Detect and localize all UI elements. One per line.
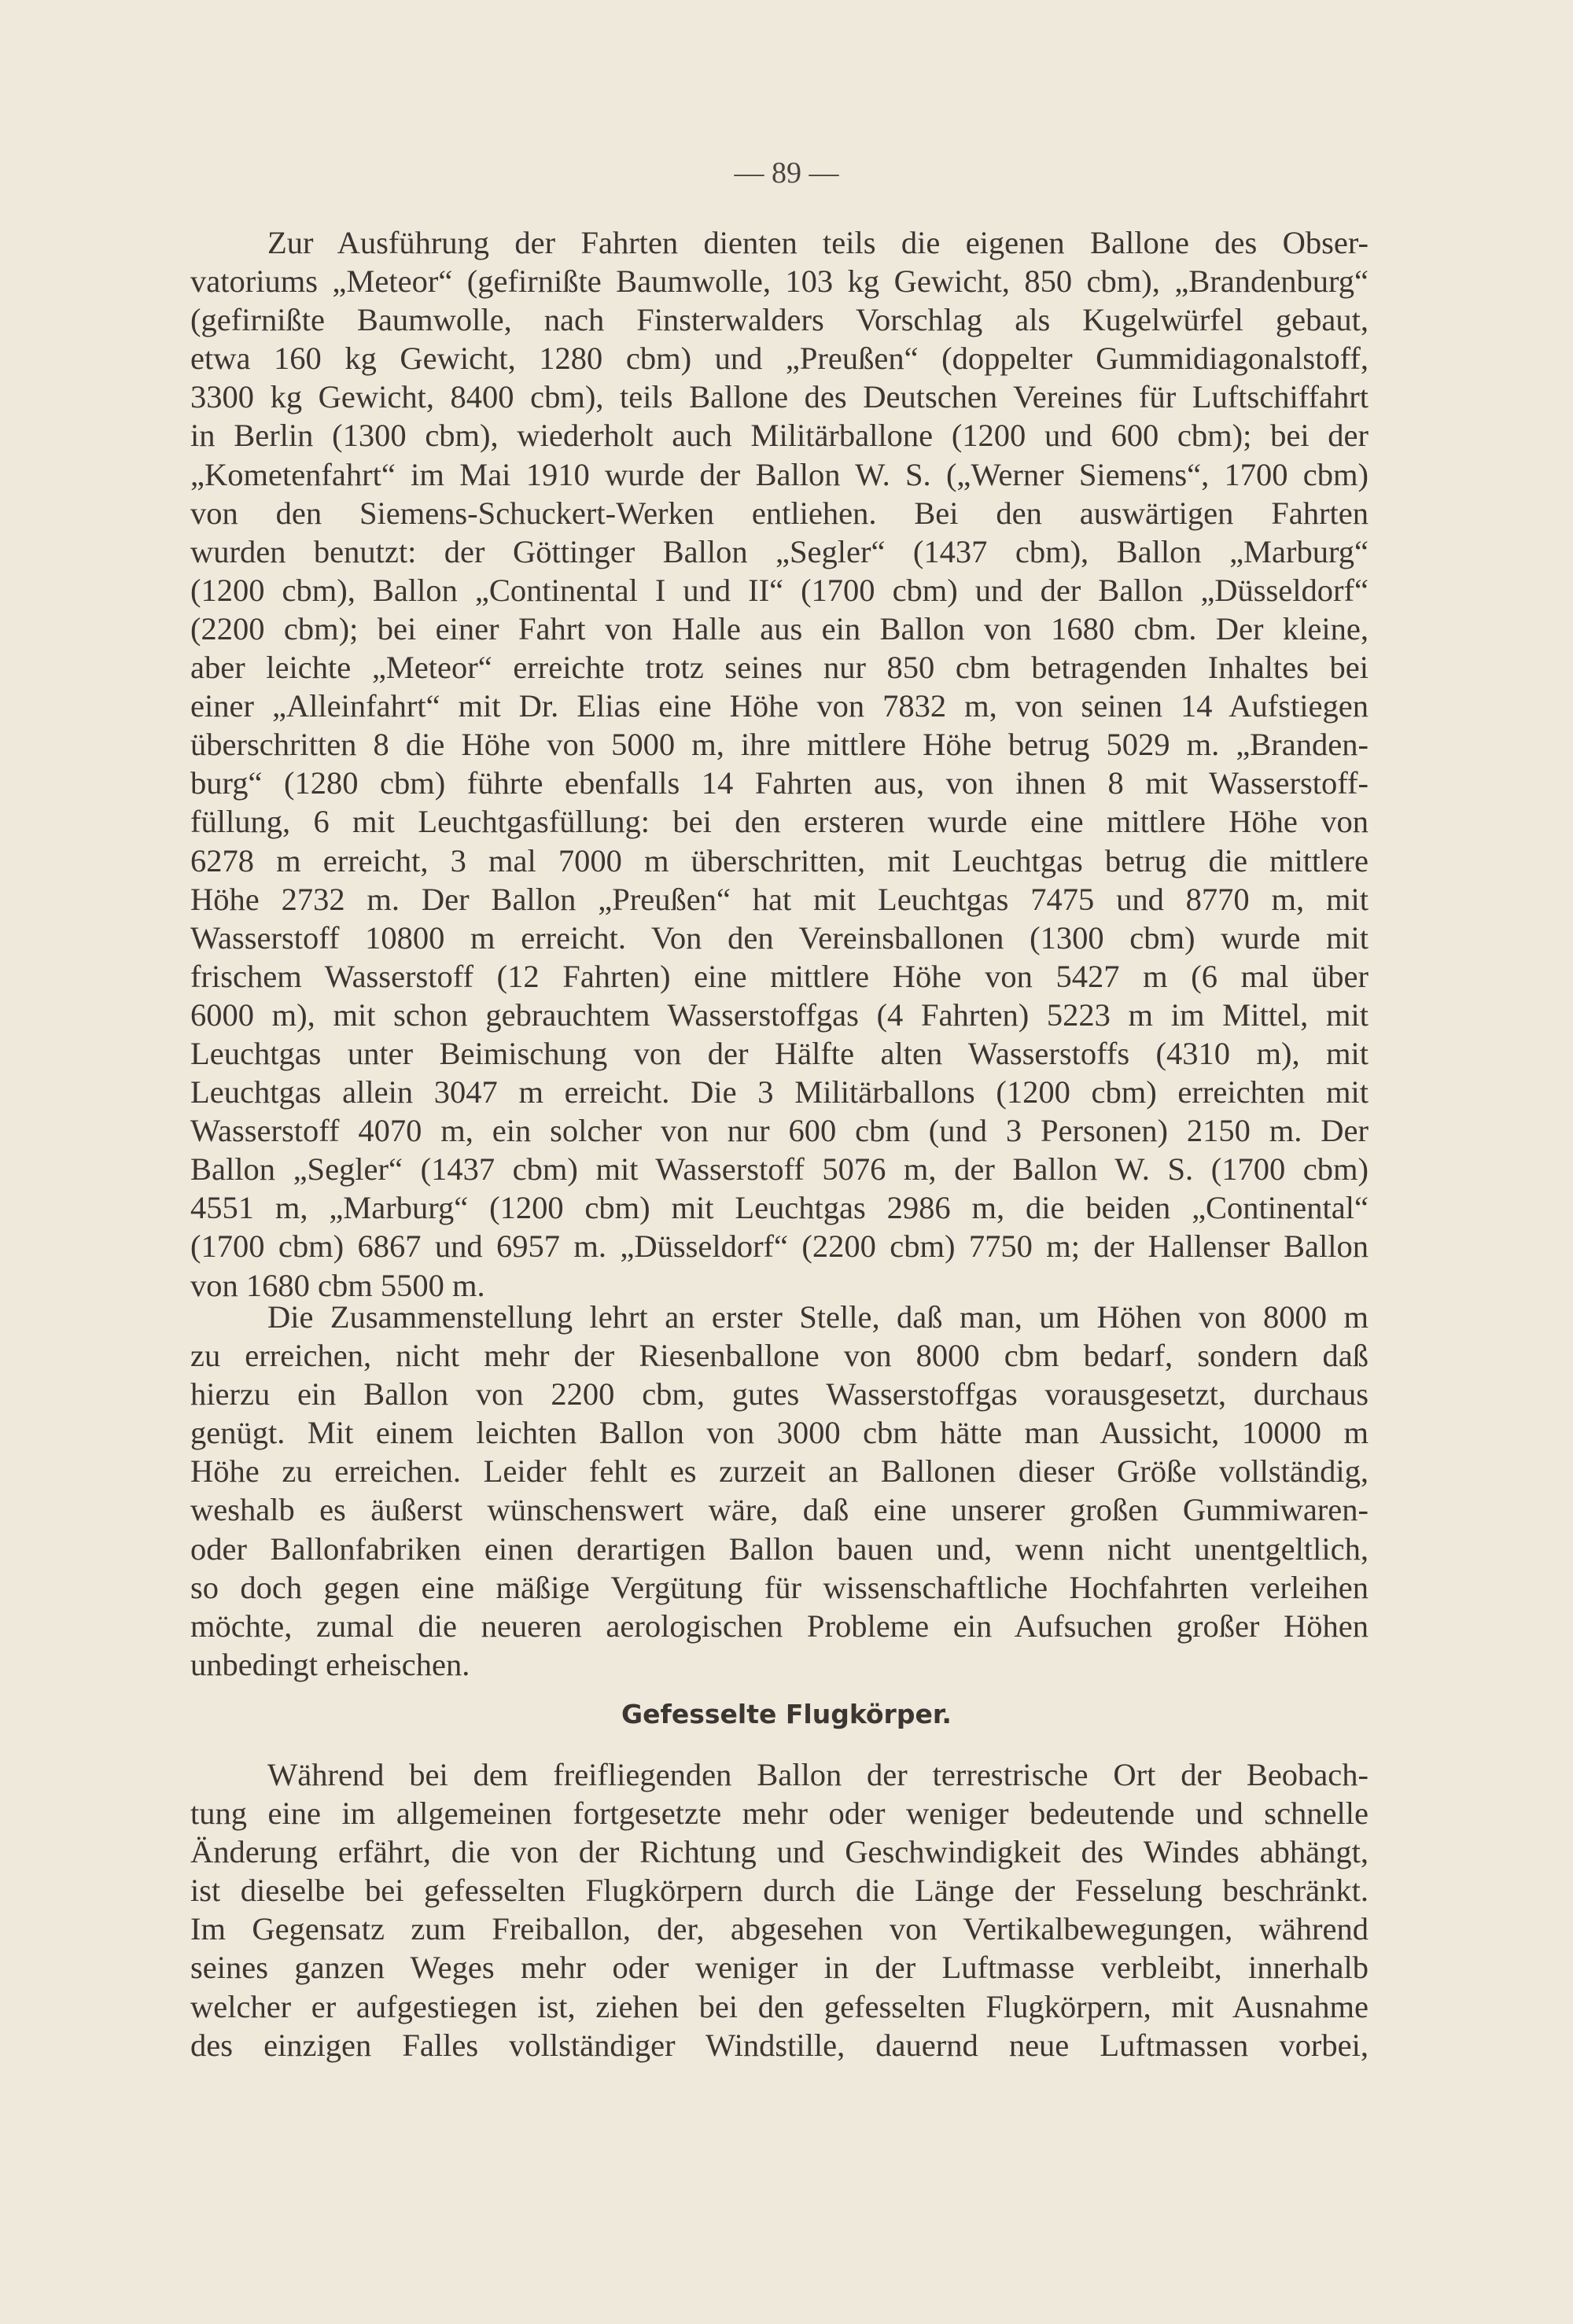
text-line: seines ganzen Weges mehr oder weniger in der Luftmasse verbleibt, innerhalb (190, 1950, 1369, 1986)
text-line: zu erreichen, nicht mehr der Riesenballone von 8000 cbm bedarf, sondern daß (190, 1338, 1369, 1374)
text-line: ist dieselbe bei gefesselten Flugkörpern durch die Länge der Fesselung beschränkt. (190, 1873, 1369, 1909)
text-line: weshalb es äußerst wünschenswert wäre, daß eine unserer großen Gummiwaren- (190, 1492, 1369, 1528)
text-line: genügt. Mit einem leichten Ballon von 3000 cbm hätte man Aussicht, 10000 m (190, 1415, 1369, 1451)
text-line: so doch gegen eine mäßige Vergütung für wissenschaftliche Hochfahrten verleihen (190, 1569, 1369, 1605)
text-line: Höhe 2732 m. Der Ballon „Preußen“ hat mit Leuchtgas 7475 und 8770 m, mit (190, 881, 1369, 917)
text-line: etwa 160 kg Gewicht, 1280 cbm) und „Preußen“ (doppelter Gummidiagonalstoff, (190, 341, 1369, 377)
text-line: aber leichte „Meteor“ erreichte trotz seines nur 850 cbm betragenden Inhaltes bei (190, 650, 1369, 686)
text-line: hierzu ein Ballon von 2200 cbm, gutes Wasserstoffgas vorausgesetzt, durchaus (190, 1376, 1369, 1412)
text-line: (gefirnißte Baumwolle, nach Finsterwalders Vorschlag als Kugelwürfel gebaut, (190, 302, 1369, 338)
text-line: möchte, zumal die neueren aerologischen Probleme ein Aufsuchen großer Höhen (190, 1608, 1369, 1644)
text-line: unbedingt erheischen. (190, 1646, 470, 1682)
text-line: Leuchtgas unter Beimischung von der Hälfte alten Wasserstoffs (4310 m), mit (190, 1035, 1369, 1071)
text-line: tung eine im allgemeinen fortgesetzte mehr oder weniger bedeutende und schnelle (190, 1795, 1369, 1832)
text-line: von 1680 cbm 5500 m. (190, 1267, 485, 1303)
text-line: welcher er aufgestiegen ist, ziehen bei den gefesselten Flugkörpern, mit Ausnahme (190, 1988, 1369, 2024)
text-line: (1700 cbm) 6867 und 6957 m. „Düsseldorf“ (2200 cbm) 7750 m; der Hallenser Ballon (190, 1228, 1369, 1265)
page-number: — 89 — (734, 157, 839, 190)
text-line: Ballon „Segler“ (1437 cbm) mit Wasserstoff 5076 m, der Ballon W. S. (1700 cbm) (190, 1151, 1369, 1188)
text-line: Höhe zu erreichen. Leider fehlt es zurzeit an Ballonen dieser Größe vollständig, (190, 1453, 1369, 1490)
text-line: burg“ (1280 cbm) führte ebenfalls 14 Fahrten aus, von ihnen 8 mit Wasserstoff- (190, 765, 1369, 801)
text-line: füllung, 6 mit Leuchtgasfüllung: bei den ersteren wurde eine mittlere Höhe von (190, 804, 1369, 840)
text-line: vatoriums „Meteor“ (gefirnißte Baumwolle, 103 kg Gewicht, 850 cbm), „Brandenburg“ (190, 263, 1369, 300)
text-line: Leuchtgas allein 3047 m erreicht. Die 3 Militärballons (1200 cbm) erreichten mit (190, 1074, 1369, 1110)
paragraph-tethered-flight (190, 1755, 1369, 2064)
text-line: Änderung erfährt, die von der Richtung und Geschwindigkeit des Windes abhängt, (190, 1834, 1369, 1870)
text-line: Während bei dem freifliegenden Ballon der terrestrische Ort der Beobach- (267, 1757, 1369, 1792)
text-line: Zur Ausführung der Fahrten dienten teils die eigenen Ballone des Obser- (267, 225, 1369, 260)
text-line: in Berlin (1300 cbm), wiederholt auch Militärballone (1200 und 600 cbm); bei der (190, 418, 1369, 454)
text-line: „Kometenfahrt“ im Mai 1910 wurde der Ballon W. S. („Werner Siemens“, 1700 cbm) (190, 456, 1369, 492)
text-line: des einzigen Falles vollständiger Windstille, dauernd neue Luftmassen vorbei, (190, 2027, 1369, 2063)
text-line: frischem Wasserstoff (12 Fahrten) eine mittlere Höhe von 5427 m (6 mal über (190, 958, 1369, 994)
text-line: Die Zusammenstellung lehrt an erster Stelle, daß man, um Höhen von 8000 m (267, 1299, 1369, 1335)
paragraph-balloon-flights (190, 223, 1369, 1305)
text-line: Wasserstoff 4070 m, ein solcher von nur 600 cbm (und 3 Personen) 2150 m. Der (190, 1113, 1369, 1149)
text-line: wurden benutzt: der Göttinger Ballon „Segler“ (1437 cbm), Ballon „Marburg“ (190, 533, 1369, 569)
text-line: (1200 cbm), Ballon „Continental I und II“ (1700 cbm) und der Ballon „Düsseldorf“ (190, 572, 1369, 608)
text-line: 4551 m, „Marburg“ (1200 cbm) mit Leuchtgas 2986 m, die beiden „Continental“ (190, 1190, 1369, 1226)
text-line: oder Ballonfabriken einen derartigen Ballon bauen und, wenn nicht unentgeltlich, (190, 1530, 1369, 1567)
text-line: Im Gegensatz zum Freiballon, der, abgesehen von Vertikalbewegungen, während (190, 1911, 1369, 1947)
text-line: einer „Alleinfahrt“ mit Dr. Elias eine Höhe von 7832 m, von seinen 14 Aufstiegen (190, 688, 1369, 724)
text-line: Wasserstoff 10800 m erreicht. Von den Vereinsballonen (1300 cbm) wurde mit (190, 919, 1369, 956)
text-line: (2200 cbm); bei einer Fahrt von Halle aus ein Ballon von 1680 cbm. Der kleine, (190, 610, 1369, 646)
text-line: 6278 m erreicht, 3 mal 7000 m überschritten, mit Leuchtgas betrug die mittlere (190, 842, 1369, 878)
text-line: 3300 kg Gewicht, 8400 cbm), teils Ballone des Deutschen Vereines für Luftschiffahrt (190, 379, 1369, 415)
text-line: 6000 m), mit schon gebrauchtem Wasserstoffgas (4 Fahrten) 5223 m im Mittel, mit (190, 996, 1369, 1033)
paragraph-summary (190, 1298, 1369, 1684)
text-line: von den Siemens-Schuckert-Werken entliehen. Bei den auswärtigen Fahrten (190, 495, 1369, 531)
section-heading: Gefesselte Flugkörper. (621, 1699, 952, 1729)
text-line: überschritten 8 die Höhe von 5000 m, ihre mittlere Höhe betrug 5029 m. „Branden- (190, 727, 1369, 763)
